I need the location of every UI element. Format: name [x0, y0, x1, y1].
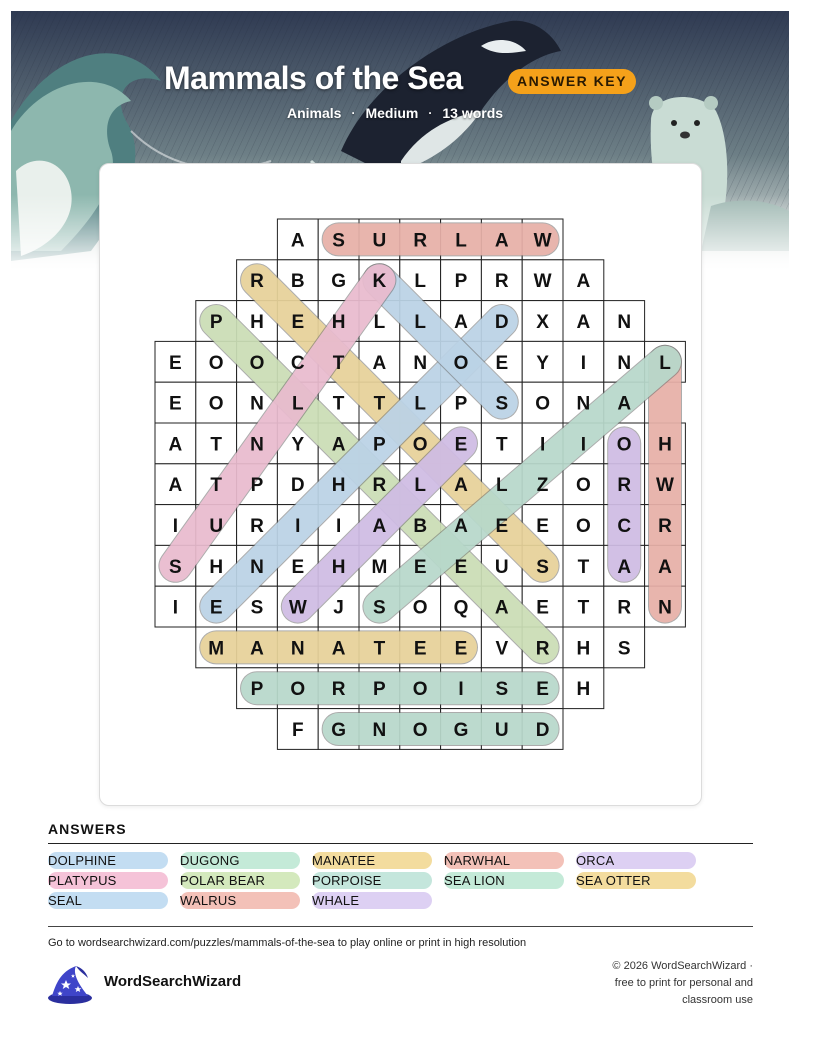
- answer-item: [312, 852, 432, 869]
- answer-label: DUGONG: [180, 853, 240, 868]
- grid-letter: E: [495, 352, 509, 374]
- grid-letter: R: [535, 638, 550, 660]
- grid-letter: I: [295, 516, 301, 537]
- grid-letter: E: [209, 597, 223, 619]
- answer-item: [180, 892, 300, 909]
- grid-letter: A: [454, 312, 468, 333]
- grid-letter: A: [454, 475, 468, 497]
- answer-item: [180, 852, 300, 869]
- grid-letter: L: [414, 393, 427, 415]
- grid-letter: E: [536, 679, 549, 701]
- grid-letter: W: [533, 230, 552, 252]
- grid-letter: T: [495, 434, 508, 456]
- footer-url-text: Go to wordsearchwizard.com/puzzles/mammals-of-the-sea to play online or print in high resolution: [48, 937, 527, 949]
- grid-letter: N: [372, 720, 387, 741]
- grid-letter: E: [291, 312, 305, 333]
- grid-letter: P: [250, 475, 264, 497]
- divider: [48, 843, 753, 844]
- grid-letter: H: [658, 434, 672, 456]
- grid-letter: A: [331, 638, 346, 660]
- grid-letter: A: [372, 516, 387, 537]
- divider: [48, 926, 753, 927]
- grid-letter: O: [412, 434, 428, 456]
- grid-letter: A: [454, 516, 468, 537]
- copyright-notice: [553, 958, 753, 1009]
- grid-letter: L: [373, 312, 386, 333]
- answer-label: PORPOISE: [312, 873, 382, 888]
- grid-letter: S: [617, 638, 631, 660]
- grid-letter: D: [494, 312, 509, 333]
- answer-label: PLATYPUS: [48, 873, 117, 888]
- grid-letter: R: [331, 679, 346, 701]
- brand-name: WordSearchWizard: [104, 973, 242, 990]
- grid-letter: L: [659, 352, 671, 374]
- answer-label: WALRUS: [180, 893, 237, 908]
- grid-letter: N: [250, 556, 264, 578]
- grid-letter: U: [372, 230, 387, 252]
- answer-label: NARWHAL: [444, 853, 511, 868]
- answer-item: [48, 872, 168, 889]
- grid-letter: P: [373, 434, 386, 456]
- grid-letter: O: [208, 352, 224, 374]
- grid-letter: H: [576, 679, 591, 701]
- grid-letter: M: [208, 638, 225, 660]
- grid-letter: A: [617, 393, 632, 415]
- grid-letter: H: [576, 638, 591, 660]
- grid-letter: N: [617, 352, 632, 374]
- grid-letter: A: [617, 556, 632, 578]
- grid-letter: L: [455, 230, 467, 252]
- answer-label: WHALE: [312, 893, 360, 908]
- grid-letter: W: [533, 271, 552, 293]
- grid-letter: Y: [291, 434, 305, 456]
- grid-letter: U: [209, 516, 224, 537]
- grid-letter: I: [335, 516, 342, 537]
- grid-letter: O: [412, 679, 428, 701]
- grid-letter: O: [290, 679, 306, 701]
- grid-letter: E: [495, 516, 509, 537]
- grid-letter: W: [656, 475, 674, 497]
- grid-letter: Q: [453, 597, 469, 619]
- grid-letter: R: [413, 230, 428, 252]
- answer-item: [180, 872, 300, 889]
- answer-label: SEA OTTER: [576, 873, 651, 888]
- grid-letter: T: [373, 393, 386, 415]
- grid-letter: L: [414, 475, 427, 497]
- copyright-line: classroom use: [682, 994, 753, 1006]
- grid-letter: L: [414, 312, 427, 333]
- grid-letter: E: [454, 556, 468, 578]
- grid-letter: I: [539, 434, 546, 456]
- grid-letter: C: [617, 516, 632, 537]
- grid-letter: U: [494, 556, 509, 578]
- grid-letter: T: [210, 475, 223, 497]
- grid-letter: A: [658, 556, 672, 578]
- answer-item: [48, 892, 168, 909]
- answer-key-badge: ANSWER KEY: [508, 69, 636, 94]
- grid-letter: N: [250, 393, 264, 415]
- grid-letter: O: [208, 393, 224, 415]
- grid-letter: E: [169, 393, 182, 415]
- answer-item: [48, 852, 168, 869]
- grid-letter: S: [373, 597, 386, 619]
- grid-letter: P: [454, 393, 468, 415]
- grid-letter: B: [413, 516, 428, 537]
- meta-separator: ·: [428, 106, 433, 120]
- grid-letter: Y: [536, 352, 549, 374]
- grid-letter: E: [536, 516, 549, 537]
- grid-letter: L: [291, 393, 304, 415]
- grid-letter: I: [458, 679, 464, 701]
- grid-letter: O: [412, 597, 428, 619]
- grid-letter: E: [454, 434, 468, 456]
- grid-letter: C: [290, 352, 305, 374]
- grid-letter: M: [371, 556, 388, 578]
- grid-letter: P: [454, 271, 468, 293]
- grid-letter: H: [331, 312, 346, 333]
- grid-letter: T: [373, 638, 386, 660]
- grid-letter: P: [250, 679, 264, 701]
- copyright-line: free to print for personal and: [614, 977, 753, 989]
- grid-letter: U: [494, 720, 509, 741]
- answer-label: ORCA: [576, 853, 615, 868]
- copyright-line: © 2026 WordSearchWizard ·: [612, 960, 753, 972]
- grid-letter: F: [291, 720, 304, 741]
- answer-label: DOLPHINE: [48, 853, 117, 868]
- grid-letter: D: [290, 475, 305, 497]
- grid-letter: I: [580, 352, 587, 374]
- grid-letter: X: [536, 312, 549, 333]
- grid-letter: O: [616, 434, 632, 456]
- meta-separator: ·: [351, 106, 356, 120]
- grid-letter: Z: [536, 475, 549, 497]
- grid-letter: A: [372, 352, 387, 374]
- grid-letter: H: [331, 475, 346, 497]
- grid-letter: N: [290, 638, 305, 660]
- grid-letter: E: [413, 556, 427, 578]
- answer-item: [312, 892, 432, 909]
- grid-letter: E: [454, 638, 468, 660]
- grid-letter: R: [658, 516, 672, 537]
- answer-label: POLAR BEAR: [180, 873, 266, 888]
- grid-letter: P: [373, 679, 386, 701]
- grid-letter: G: [331, 720, 346, 741]
- grid-letter: S: [495, 393, 509, 415]
- grid-letter: D: [535, 720, 550, 741]
- grid-letter: E: [413, 638, 427, 660]
- answer-label: SEA LION: [444, 873, 505, 888]
- grid-letter: B: [290, 271, 305, 293]
- grid-letter: R: [494, 271, 509, 293]
- grid-letter: A: [576, 312, 591, 333]
- grid-letter: E: [291, 556, 305, 578]
- answers-heading: ANSWERS: [48, 821, 127, 837]
- grid-letter: S: [250, 597, 264, 619]
- grid-letter: J: [333, 597, 344, 619]
- category-label: Animals: [287, 105, 342, 121]
- grid-letter: N: [250, 434, 264, 456]
- wizard-hat-icon: [46, 964, 94, 1006]
- difficulty-label: Medium: [365, 105, 419, 121]
- grid-letter: N: [413, 352, 428, 374]
- grid-letter: I: [172, 516, 179, 537]
- grid-letter: A: [168, 434, 183, 456]
- grid-letter: S: [169, 556, 182, 578]
- grid-letter: L: [495, 475, 508, 497]
- grid-letter: V: [495, 638, 509, 660]
- grid-letter: O: [576, 516, 591, 537]
- grid-letter: A: [331, 434, 346, 456]
- grid-letter: O: [249, 352, 265, 374]
- answer-item: [576, 872, 696, 889]
- grid-letter: T: [577, 597, 590, 619]
- grid-letter: T: [577, 556, 590, 578]
- answer-label: SEAL: [48, 893, 83, 908]
- word-count-label: 13 words: [442, 105, 504, 121]
- grid-letter: R: [617, 597, 632, 619]
- grid-letter: A: [494, 230, 509, 252]
- grid-letter: N: [576, 393, 591, 415]
- grid-letter: A: [168, 475, 183, 497]
- grid-letter: R: [617, 475, 632, 497]
- grid-letter: A: [290, 230, 305, 252]
- grid-letter: E: [169, 352, 182, 374]
- grid-letter: I: [580, 434, 587, 456]
- grid-letter: H: [331, 556, 346, 578]
- answer-label: MANATEE: [312, 853, 376, 868]
- grid-letter: T: [332, 352, 345, 374]
- grid-letter: L: [414, 271, 427, 293]
- puzzle-title: Mammals of the Sea: [164, 60, 463, 96]
- grid-letter: R: [250, 271, 264, 293]
- grid-letter: A: [494, 597, 509, 619]
- grid-letter: O: [412, 720, 428, 741]
- grid-letter: T: [332, 393, 345, 415]
- grid-letter: O: [576, 475, 591, 497]
- grid-letter: N: [617, 312, 632, 333]
- grid-letter: S: [536, 556, 549, 578]
- answer-item: [444, 852, 564, 869]
- grid-letter: H: [250, 312, 264, 333]
- grid-letter: H: [209, 556, 224, 578]
- grid-letter: K: [372, 271, 387, 293]
- grid-letter: E: [536, 597, 549, 619]
- answer-item: [576, 852, 696, 869]
- answer-item: [444, 872, 564, 889]
- grid-letter: G: [331, 271, 346, 293]
- grid-letter: W: [288, 597, 307, 619]
- grid-letter: R: [250, 516, 264, 537]
- grid-letter: S: [495, 679, 509, 701]
- grid-letter: N: [658, 597, 672, 619]
- grid-letter: O: [535, 393, 550, 415]
- grid-letter: G: [453, 720, 469, 741]
- grid-letter: T: [210, 434, 223, 456]
- grid-letter: A: [250, 638, 264, 660]
- grid-letter: I: [172, 597, 179, 619]
- grid-letter: R: [372, 475, 387, 497]
- answer-item: [312, 872, 432, 889]
- grid-letter: O: [453, 352, 469, 374]
- grid-letter: A: [576, 271, 591, 293]
- grid-letter: P: [209, 312, 223, 333]
- grid-letter: S: [332, 230, 345, 252]
